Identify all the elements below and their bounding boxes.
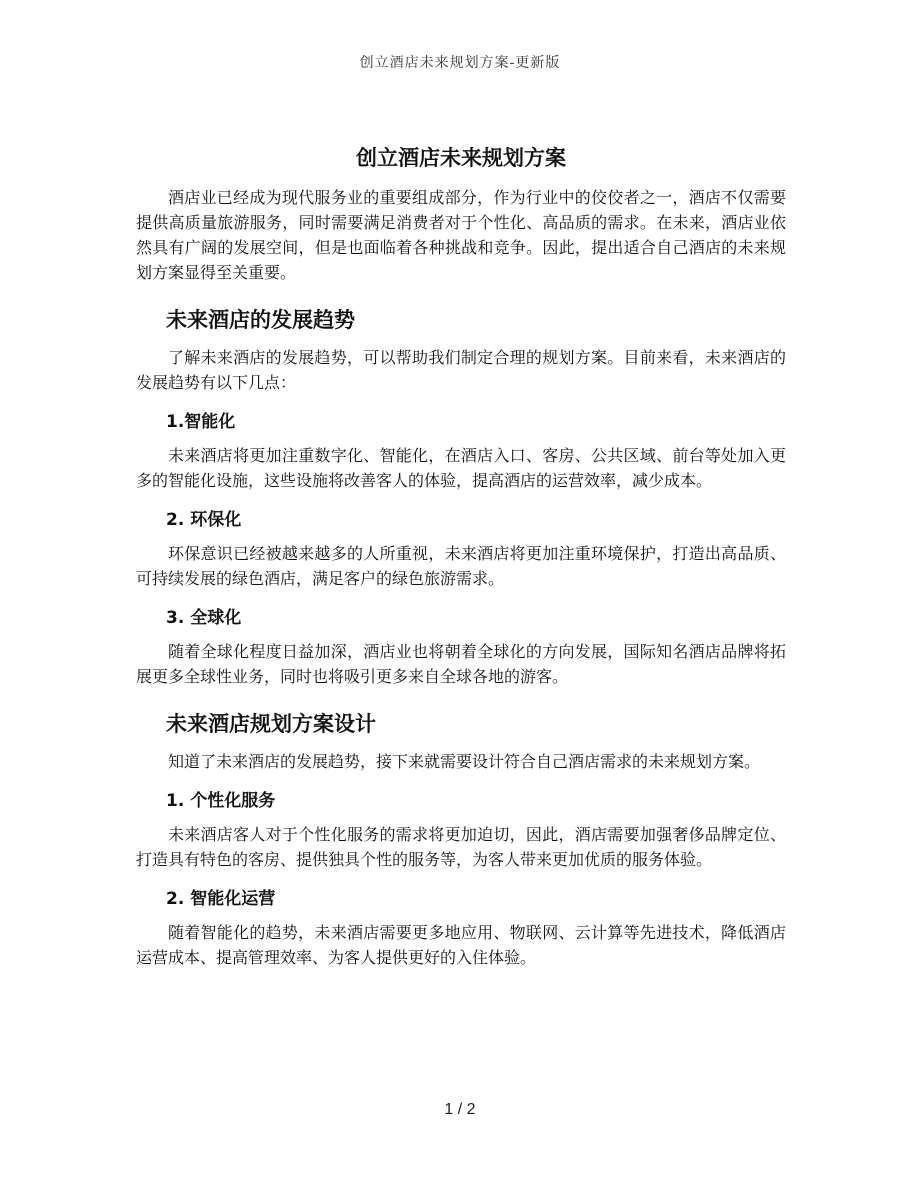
paragraph-intelligent: 未来酒店将更加注重数字化、智能化，在酒店入口、客房、公共区域、前台等处加入更多的智能化设施，这些设施将改善客人的体验，提高酒店的运营效率，减少成本。 (136, 446, 786, 490)
page-header: 创立酒店未来规划方案-更新版 (359, 55, 561, 71)
page-number: 1 / 2 (444, 1101, 476, 1118)
section-intro-plan: 知道了未来酒店的发展趋势，接下来就需要设计符合自己酒店需求的未来规划方案。 (168, 752, 761, 771)
paragraph-smart-ops: 随着智能化的趋势，未来酒店需要更多地应用、物联网、云计算等先进技术，降低酒店运营成本、提高管理效率、为客人提供更好的入住体验。 (136, 923, 786, 967)
section-intro-trends: 了解未来酒店的发展趋势，可以帮助我们制定合理的规划方案。目前来看，未来酒店的发展趋势有以下几点： (136, 348, 786, 392)
section-heading-plan: 未来酒店规划方案设计 (166, 712, 376, 736)
intro-paragraph: 酒店业已经成为现代服务业的重要组成部分，作为行业中的佼佼者之一，酒店不仅需要提供高质量旅游服务，同时需要满足消费者对于个性化、高品质的需求。在未来，酒店业依然具有广阔的发展空间，但是也面临着各种挑战和竞争。因此，提出适合自己酒店的未来规划方案显得至关重要。 (136, 188, 786, 282)
document-title: 创立酒店未来规划方案 (356, 145, 566, 170)
document-body (136, 143, 786, 970)
subheading-global: 3. 全球化 (166, 608, 242, 628)
paragraph-eco: 环保意识已经被越来越多的人所重视，未来酒店将更加注重环境保护，打造出高品质、可持续发展的绿色酒店，满足客户的绿色旅游需求。 (136, 544, 786, 588)
paragraph-personalized: 未来酒店客人对于个性化服务的需求将更加迫切，因此，酒店需要加强奢侈品牌定位、打造具有特色的客房、提供独具个性的服务等，为客人带来更加优质的服务体验。 (136, 825, 786, 869)
paragraph-global: 随着全球化程度日益加深，酒店业也将朝着全球化的方向发展，国际知名酒店品牌将拓展更多全球性业务，同时也将吸引更多来自全球各地的游客。 (136, 642, 786, 686)
subheading-eco: 2. 环保化 (166, 510, 242, 530)
subheading-intelligent: 1.智能化 (166, 412, 236, 432)
subheading-personalized: 1. 个性化服务 (166, 791, 276, 811)
section-heading-trends: 未来酒店的发展趋势 (166, 308, 355, 332)
subheading-smart-ops: 2. 智能化运营 (166, 889, 276, 909)
